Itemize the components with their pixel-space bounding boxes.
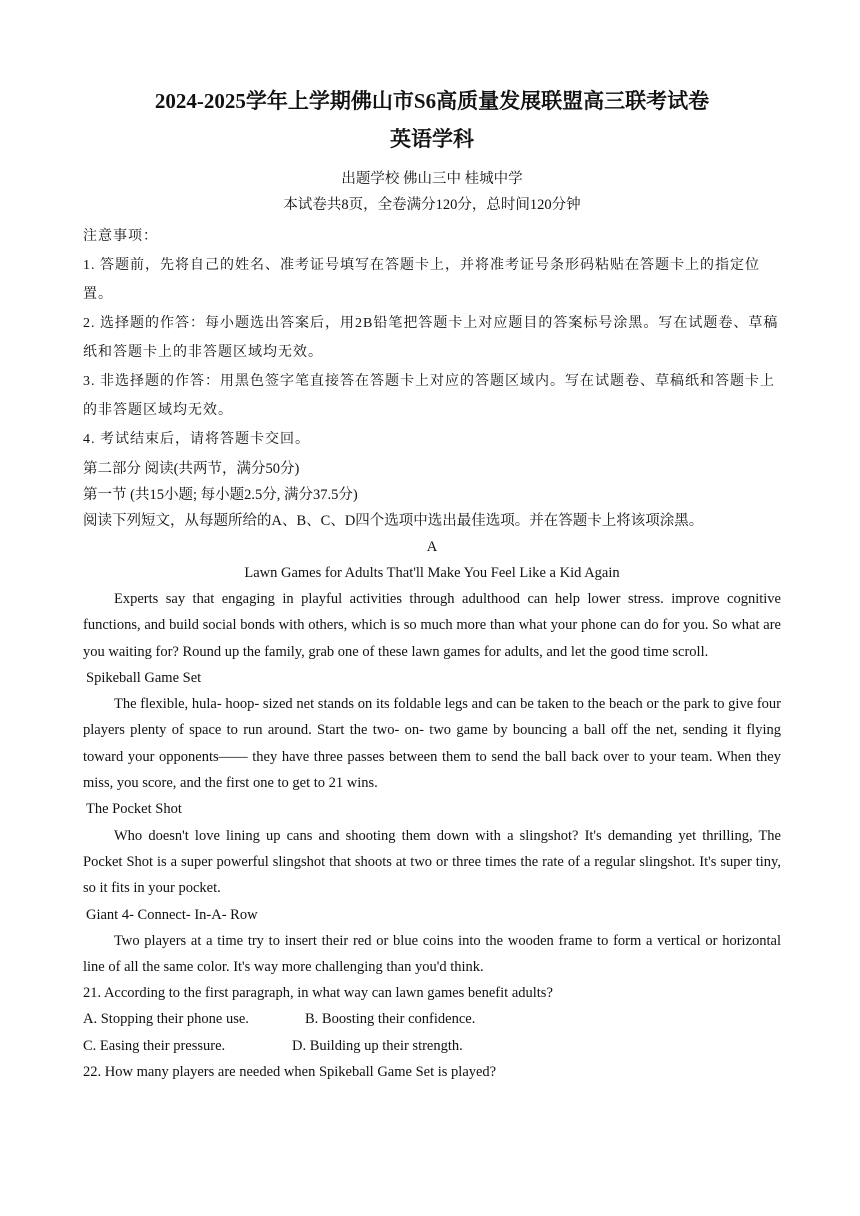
exam-info-line: 本试卷共8页，全卷满分120分，总时间120分钟 xyxy=(283,197,581,213)
school-line: 出题学校 佛山三中 桂城中学 xyxy=(341,171,523,187)
passage-title: Lawn Games for Adults That'll Make You Feel Like a Kid Again xyxy=(244,565,620,581)
game-name: Spikeball Game Set xyxy=(86,669,202,686)
exam-page xyxy=(83,86,781,1085)
game-description: Who doesn't love lining up cans and shooting them down with a slingshot? It's demanding yet thrilling, The Pocket Shot is a super powerful slingshot that shoots at two or three times the rate of a regular slingshot. It's super tiny, so it fits in your pocket. xyxy=(83,827,781,897)
section-instruction: 阅读下列短文，从每题所给的A、B、C、D四个选项中选出最佳选项。并在答题卡上将该项涂黑。 xyxy=(83,513,704,529)
game-description: The flexible, hula- hoop- sized net stands on its foldable legs and can be taken to the beach or the park to give four players plenty of space to run around. Start the two- on- two game by bouncing a ball off the net, sending it flying toward your opponents—— they have three passes between them to send the ball back over to your team. When they miss, you score, and the first one to get to 21 wins. xyxy=(83,696,781,792)
part-heading: 第二部分 阅读(共两节，满分50分) xyxy=(83,461,300,477)
game-name: The Pocket Shot xyxy=(86,801,182,818)
option-b: B. Boosting their confidence. xyxy=(305,1011,476,1028)
subject-title: 英语学科 xyxy=(390,127,474,151)
notice-heading: 注意事项： xyxy=(83,229,158,244)
question-options-row xyxy=(83,1006,781,1032)
exam-title: 2024-2025学年上学期佛山市S6高质量发展联盟高三联考试卷 xyxy=(154,89,710,113)
option-d: D. Building up their strength. xyxy=(292,1037,463,1054)
option-c: C. Easing their pressure. xyxy=(83,1037,226,1054)
notice-item-2: 2. 选择题的作答：每小题选出答案后，用2B铅笔把答题卡上对应题目的答案标号涂黑。写在试题卷、草稿纸和答题卡上的非答题区域均无效。 xyxy=(83,316,779,360)
notice-item-1: 1. 答题前，先将自己的姓名、准考证号填写在答题卡上，并将准考证号条形码粘贴在答题卡上的指定位置。 xyxy=(83,258,760,302)
notice-item-3: 3. 非选择题的作答：用黑色签字笔直接答在答题卡上对应的答题区域内。写在试题卷、草稿纸和答题卡上的非答题区域均无效。 xyxy=(83,374,775,418)
notice-block xyxy=(83,222,781,454)
question-options-row xyxy=(83,1033,781,1059)
section-heading: 第一节 (共15小题; 每小题2.5分, 满分37.5分) xyxy=(83,487,358,503)
game-name: Giant 4- Connect- In-A- Row xyxy=(86,906,258,923)
notice-item-4: 4. 考试结束后，请将答题卡交回。 xyxy=(83,432,310,447)
question-stem: 21. According to the first paragraph, in what way can lawn games benefit adults? xyxy=(83,985,553,1002)
passage-intro: Experts say that engaging in playful activities through adulthood can help lower stress. improve cognitive functions, and build social bonds with others, which is so much more than what your phone can do for you. So what are you waiting for? Round up the family, grab one of these lawn games for adults, and let the good time scroll. xyxy=(83,591,781,660)
passage-label: A xyxy=(426,539,438,555)
game-description: Two players at a time try to insert their red or blue coins into the wooden frame to form a vertical or horizontal line of all the same color. It's way more challenging than you'd think. xyxy=(83,932,781,976)
question-stem: 22. How many players are needed when Spikeball Game Set is played? xyxy=(83,1064,497,1081)
option-a: A. Stopping their phone use. xyxy=(83,1011,249,1028)
